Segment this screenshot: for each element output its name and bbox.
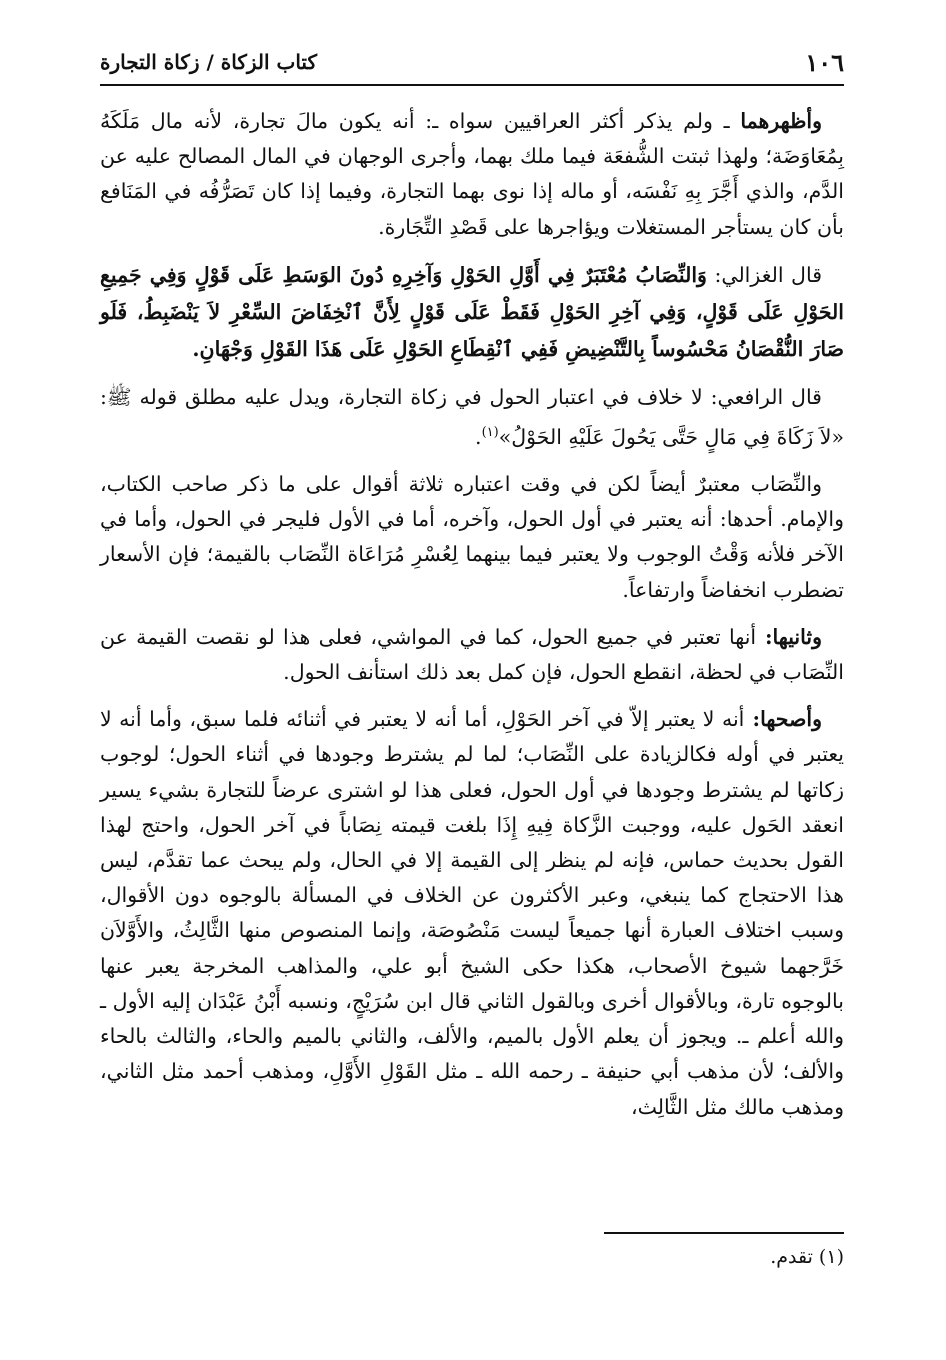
paragraph-text: وَالنِّصَابُ مُعْتَبَرٌ فِي أَوَّلِ الحَوْلِ وَآخِرِهِ دُونَ الوَسَطِ عَلَى قَوْلٍ وَفِي جَمِيعِ الحَوْلِ عَلَى قَوْلٍ، وَفِي آخِرِ الحَوْلِ فَقَطْ عَلَى قَوْلٍ لِأَنَّ ٱنْخِفَاضَ السِّعْرِ لاَ يَنْضَبِطُ، فَلَو صَارَ النُّقْصَانُ مَحْسُوساً بِالتَّنْضِيضِ فَفِي ٱنْقِطَاعِ الحَوْلِ عَلَى هَذَا القَوْلِ وَجْهَانِ. [100, 262, 844, 361]
footnote-reference: (١) [481, 425, 499, 441]
paragraph-lead: وأصحها: [744, 707, 823, 732]
paragraph [100, 467, 844, 608]
paragraph-text: لا خلاف في اعتبار الحول في زكاة التجارة، ويدل عليه مطلق قوله ﷺ: «لاَ زَكَاةَ فِي مَالٍ حَتَّى يَحُولَ عَلَيْهِ الحَوْلُ» [100, 384, 844, 449]
paragraph [100, 702, 844, 1124]
paragraph-lead: قال الغزالي: [706, 262, 822, 287]
footnote-divider [604, 1232, 844, 1234]
main-text [100, 104, 844, 1137]
page-header [100, 40, 844, 86]
paragraph-lead: قال الرافعي: [702, 384, 822, 409]
paragraph-lead: وأظهرهما [740, 109, 822, 133]
paragraph-lead: وثانيها: [756, 624, 822, 649]
book-page [100, 40, 844, 1340]
paragraph-text: أنه لا يعتبر إلاّ في آخر الحَوْلِ، أما أنه لا يعتبر في أثنائه فلما سبق، وأما أنه لا يعتبر في أوله فكالزيادة على النِّصَاب؛ لما لم يشترط وجودها في أثناء الحول؛ لوجوب زكاتها لم يشترط وجودها في أول الحول، فعلى هذا لو اشترى عرضاً للتجارة بشيء يسير انعقد الحَول عليه، ووجبت الزَّكاة فِيهِ إِذَا بلغت قيمته نِصَاباً في آخر الحول، واحتج لهذا القول بحديث حماس، فإنه لم ينظر إلى القيمة إلا في الحال، ولم يبحث عما تقدَّم، ليس هذا الاحتجاج كما ينبغي، وعبر الأكثرون عن الخلاف في المسألة بالوجوه دون الأقوال، وسبب اختلاف العبارة أنها جميعاً ليست مَنْصُوصَة، وإنما المنصوص منها الثَّالِثُ، والأَوَّلاَن خَرَّجهما شيوخ الأصحاب، هكذا حكى الشيخ أبو علي، والمذاهب المخرجة يعبر عنها بالوجوه تارة، وبالأقوال أخرى وبالقول الثاني قال ابن سُرَيْجٍ، ونسبه أَبْنُ عَبْدَان إليه الأول ـ والله أعلم ـ. ويجوز أن يعلم الأول بالميم، والألف، والثاني بالميم والحاء، والثالث بالحاء والألف؛ لأن مذهب أبي حنيفة ـ رحمه الله ـ مثل القَوْلِ الأَوَّلِ، ومذهب أحمد مثل الثاني، ومذهب مالك مثل الثَّالِث، [100, 707, 844, 1119]
paragraph-text: والنِّصَاب معتبرٌ أيضاً لكن في وقت اعتباره ثلاثة أقوال على ما ذكر صاحب الكتاب، والإمام. أحدها: أنه يعتبر في أول الحول، وآخره، أما في الأول فليجر في الحول، وأما في الآخر فلأنه وَقْتُ الوجوب ولا يعتبر فيما بينهما لِعُسْرِ مُرَاعَاة النِّصَاب بالقيمة؛ فإن الأسعار تضطرب انخفاضاً وارتفاعاً. [100, 472, 844, 602]
paragraph [100, 380, 844, 455]
paragraph-tail: . [475, 424, 482, 449]
footnote: (١) تقدم. [770, 1246, 844, 1268]
ghazali-quote [100, 257, 844, 368]
running-title: كتاب الزكاة / زكاة التجارة [100, 50, 317, 74]
paragraph-text: ـ ولم يذكر أكثر العراقيين سواه ـ: أنه يكون مالَ تجارة، لأنه مال مَلَكَهُ بِمُعَاوَضَة؛ ولهذا ثبتت الشُّفعَة فيما ملك بهما، وأجرى الوجهان في المال المصالح عليه عن الدَّم، والذي أَجَّرَ بِهِ نَفْسَه، أو ماله إذا نوى بهما التجارة، وفيما إذا كان تَصَرُّفُه في المَنَافع بأن كان يستأجر المستغلات ويؤاجرها على قَصْدِ التِّجَارة. [100, 109, 844, 239]
paragraph-text: أنها تعتبر في جميع الحول، كما في المواشي، فعلى هذا لو نقصت القيمة عن النِّصَاب في لحظة، انقطع الحول، فإن كمل بعد ذلك استأنف الحول. [100, 624, 844, 685]
paragraph [100, 104, 844, 245]
paragraph [100, 620, 844, 690]
page-number: ١٠٦ [805, 48, 844, 77]
